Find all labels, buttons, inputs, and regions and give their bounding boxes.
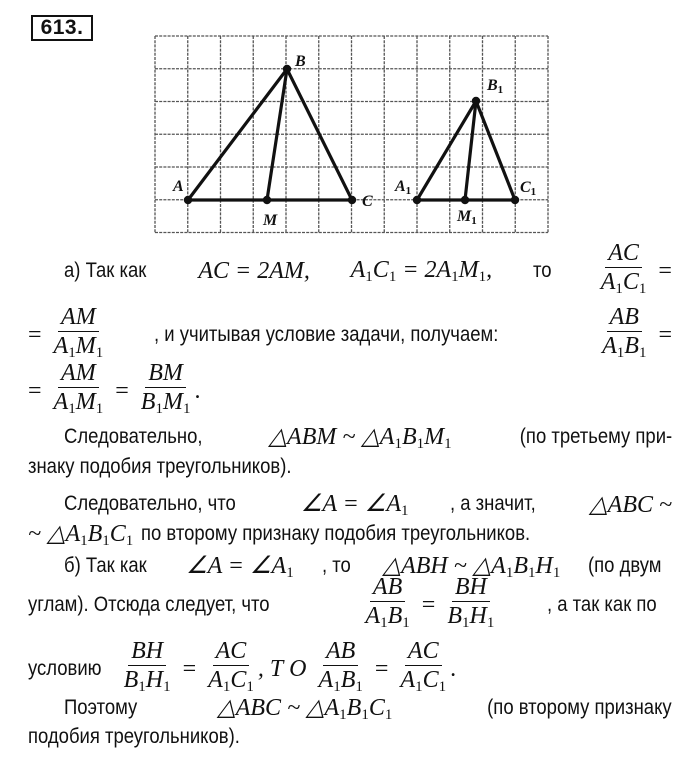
part-b-line-4: Поэтому △ABC ~ $\triangle A_1B_1C_1$ (по второму признаку [64,694,672,723]
part-a-line-6: Следовательно, что ∠A = $\angle A_1$ , а значит, △ABC ~ [64,490,672,519]
math-abh-similar: △ABH ~ $\triangle A_1B_1H_1$ [382,552,561,581]
svg-text:A1: A1 [395,178,412,197]
text-considering: , и учитывая условие задачи, получаем: [154,323,499,346]
svg-text:A: A [173,178,184,195]
part-b-line-2: углам). Отсюда следует, что $\frac{AB}{A_1B_1}$ = $\frac{BH}{B_1H_1}$ , а так как по [28,572,672,638]
part-a-line-5: знаку подобия треугольников). [28,455,292,478]
svg-text:M: M [263,212,278,229]
fraction-am-a1m1-2: $\frac{AM}{A_1M_1}$ [53,360,104,417]
part-a-line-4: Следовательно, △ABM ~ $\triangle A_1B_1M_1$ (по третьему при- [64,423,672,452]
part-b-line-5: подобия треугольников). [28,725,240,748]
text-then: то [532,259,552,282]
svg-text:B1: B1 [487,77,504,96]
svg-text:M1: M1 [457,208,477,227]
problem-number: 613. [31,15,93,41]
part-a-line-2: = $\frac{AM}{A_1M_1}$ , и учитывая условие задачи, получаем: $\frac{AB}{A_1B_1}$ = [28,302,672,368]
part-a-line-3: = $\frac{AM}{A_1M_1}$ = $\frac{BM}{B_1M_1}$ . [28,358,200,424]
fraction-bm-b1m1: $\frac{BM}{B_1M_1}$ [140,360,191,417]
math-abm-similar: △ABM ~ $\triangle A_1B_1M_1$ [268,423,452,452]
part-b-line-1: б) Так как ∠A = $\angle A_1$ , то △ABH ~ $\triangle A_1B_1H_1$ (по двум [64,552,662,581]
math-a1b1c1: ~ $\triangle A_1B_1C_1$ [28,520,134,549]
geometry-diagram [0,0,700,250]
fraction-ab-a1b1: $\frac{AB}{A_1B_1}$ [602,304,647,361]
math-angle-eq: ∠A = $\angle A_1$ [300,490,409,519]
math-abc-similar: △ABC ~ [589,491,672,518]
fraction-ab-a1b1-b: $\frac{AB}{A_1B_1}$ [365,574,410,631]
part-b-line-3: условию $\frac{BH}{B_1H_1}$ = $\frac{AC}{A_1C_1}$ , Т О $\frac{AB}{A_1B_1}$ = $\frac{AC}{A_1C_1}$ . [28,636,456,702]
fraction-ab-a1b1-c: $\frac{AB}{A_1B_1}$ [318,638,363,695]
fraction-ac-a1c1-b: $\frac{AC}{A_1C_1}$ [208,638,254,695]
math-abc-a1b1c1: △ABC ~ $\triangle A_1B_1C_1$ [217,694,393,723]
fraction-ac-a1c1: $\frac{AC}{A_1C_1}$ [600,240,647,297]
fraction-bh-b1h1: $\frac{BH}{B_1H_1}$ [447,574,495,631]
math-ac-eq: AC = 2AM, [198,257,310,284]
fraction-bh-b1h1-2: $\frac{BH}{B_1H_1}$ [123,638,171,695]
math-a1c1-eq: $A_1C_1 = 2A_1M_1$, [350,256,493,285]
part-a-line-1: а) Так как AC = 2AM, $A_1C_1 = 2A_1M_1$, то $\frac{AC}{A_1C_1}$ = [64,238,672,304]
svg-text:B: B [295,53,306,70]
fraction-am-a1m1: $\frac{AM}{A_1M_1}$ [53,304,104,361]
fraction-ac-a1c1-c: $\frac{AC}{A_1C_1}$ [400,638,447,695]
svg-text:C: C [362,193,373,210]
svg-text:C1: C1 [520,179,537,198]
math-angle-eq-b: ∠A = $\angle A_1$ [186,552,294,581]
part-a-line-7: ~ $\triangle A_1B_1C_1$ по второму признаку подобия треугольников. [28,520,531,549]
text-intro: а) Так как [64,259,147,282]
